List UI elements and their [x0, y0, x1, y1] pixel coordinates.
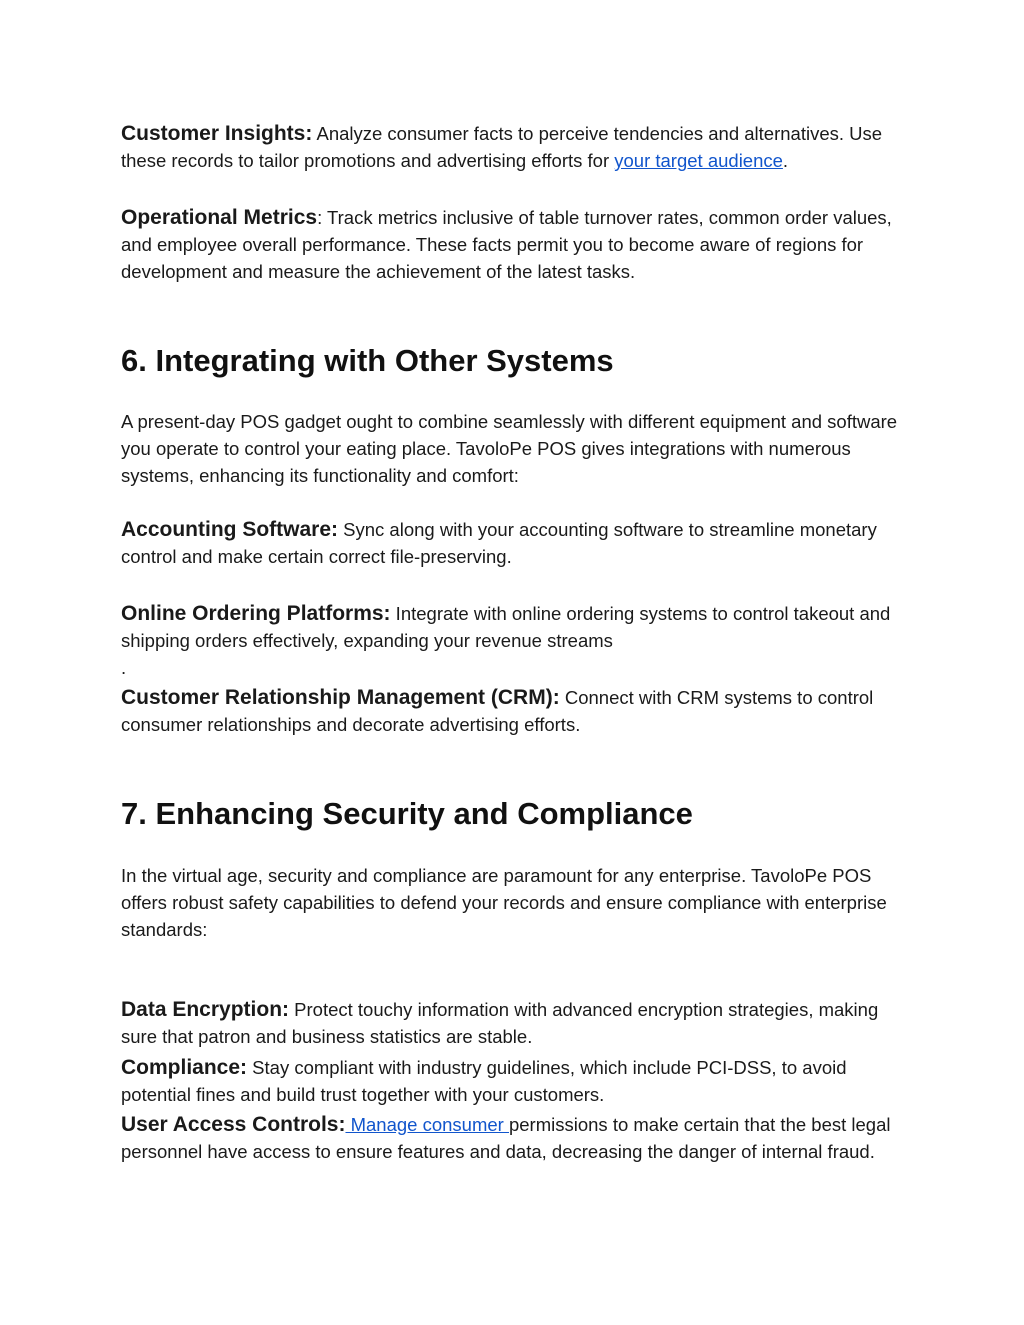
- user-access-paragraph: [121, 1111, 911, 1165]
- section-6-intro: A present-day POS gadget ought to combine seamlessly with different equipment and software you operate to control your eating place. TavoloPe POS gives integrations with numerous systems, enhancing its functionality and comfort:: [121, 411, 898, 486]
- data-encryption-paragraph: [121, 996, 911, 1050]
- data-encryption-text: Protect touchy information with advanced encryption strategies, making sure that patron and business statistics are stable.: [121, 999, 879, 1047]
- online-ordering-text: Integrate with online ordering systems to control takeout and shipping orders effectively, expanding your revenue streams: [121, 603, 891, 651]
- operational-metrics-text: : Track metrics inclusive of table turnover rates, common order values, and employee overall performance. These facts permit you to become aware of regions for development and measure the achievement of the latest tasks.: [121, 207, 892, 282]
- accounting-software-text: Sync along with your accounting software to streamline monetary control and make certain correct file-preserving.: [121, 519, 877, 567]
- target-audience-link[interactable]: your target audience: [614, 150, 783, 171]
- section-6-heading: 6. Integrating with Other Systems: [121, 343, 614, 378]
- data-encryption-term: Data Encryption:: [121, 998, 290, 1021]
- online-ordering-trailing: .: [121, 657, 127, 678]
- customer-insights-paragraph: [121, 120, 911, 174]
- operational-metrics-term: Operational Metrics: [121, 206, 318, 229]
- manage-consumer-link[interactable]: Manage consumer: [345, 1114, 509, 1135]
- compliance-paragraph: [121, 1054, 911, 1108]
- customer-insights-period: .: [782, 150, 789, 171]
- section-7-heading: 7. Enhancing Security and Compliance: [121, 796, 693, 831]
- crm-paragraph: [121, 684, 911, 738]
- online-ordering-term: Online Ordering Platforms:: [121, 602, 391, 625]
- operational-metrics-paragraph: [121, 204, 911, 285]
- accounting-software-paragraph: [121, 516, 911, 570]
- user-access-text: permissions to make certain that the best legal personnel have access to ensure features and data, decreasing the danger of internal fraud.: [121, 1114, 891, 1162]
- user-access-term: User Access Controls:: [121, 1113, 346, 1136]
- customer-insights-term: Customer Insights:: [121, 122, 313, 145]
- crm-term: Customer Relationship Management (CRM):: [121, 686, 560, 709]
- crm-text: Connect with CRM systems to control consumer relationships and decorate advertising efforts.: [121, 687, 874, 735]
- compliance-text: Stay compliant with industry guidelines, which include PCI-DSS, to avoid potential fines and build trust together with your customers.: [121, 1057, 847, 1105]
- section-7-intro: In the virtual age, security and compliance are paramount for any enterprise. TavoloPe POS offers robust safety capabilities to defend your records and ensure compliance with enterprise standards:: [121, 865, 887, 940]
- online-ordering-paragraph: [121, 600, 911, 681]
- compliance-term: Compliance:: [121, 1056, 248, 1079]
- customer-insights-text: Analyze consumer facts to perceive tendencies and alternatives. Use these records to tailor promotions and advertising efforts for: [121, 123, 883, 171]
- accounting-software-term: Accounting Software:: [121, 518, 339, 541]
